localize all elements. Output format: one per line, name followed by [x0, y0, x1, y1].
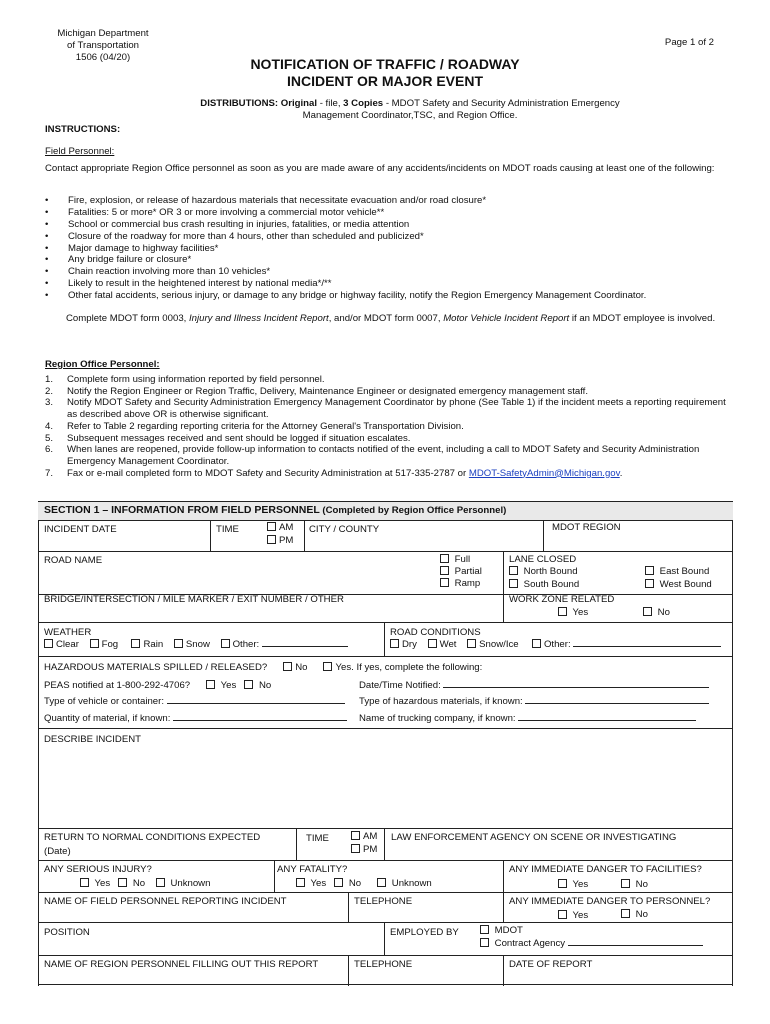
step-item	[45, 468, 735, 480]
north-bound-checkbox[interactable]	[509, 566, 518, 575]
region-telephone-label: TELEPHONE	[354, 959, 413, 970]
return-pm-label: PM	[363, 844, 378, 855]
south-bound-label: South Bound	[523, 579, 580, 590]
step-item	[45, 374, 735, 386]
east-bound-checkbox[interactable]	[645, 566, 654, 575]
road-other-checkbox[interactable]	[532, 639, 541, 648]
fatality-yes-label: Yes	[310, 878, 327, 889]
east-bound-label: East Bound	[659, 566, 710, 577]
partial-option[interactable]	[440, 566, 482, 578]
step-number: 7.	[45, 467, 54, 479]
distributions-label: DISTRIBUTIONS:	[200, 98, 279, 109]
snow-checkbox[interactable]	[174, 639, 183, 648]
personnel-yes-checkbox[interactable]	[558, 910, 567, 919]
employed-contract-option[interactable]	[480, 938, 703, 950]
danger-facilities-yes[interactable]	[558, 879, 588, 891]
criteria-item: • Closure of the roadway for more than 4 hours, other than scheduled and publicized*	[45, 231, 745, 243]
weather-label: WEATHER	[44, 627, 92, 638]
am-checkbox[interactable]	[267, 522, 276, 531]
yes-label: Yes	[572, 607, 589, 618]
date-time-notified-field[interactable]	[443, 680, 709, 688]
serious-injury-options	[80, 878, 210, 890]
step-number: 6.	[45, 444, 54, 456]
dry-label: Dry	[402, 639, 417, 650]
city-county-label: CITY / COUNTY	[309, 524, 380, 535]
date-time-notified	[359, 680, 709, 692]
full-checkbox[interactable]	[440, 554, 449, 563]
bridge-location-label: BRIDGE/INTERSECTION / MILE MARKER / EXIT NUMBER / OTHER	[44, 594, 344, 605]
safety-admin-email-link[interactable]: MDOT-SafetyAdmin@Michigan.gov	[468, 467, 620, 479]
complete-forms-note	[66, 313, 726, 325]
snow-ice-checkbox[interactable]	[467, 639, 476, 648]
incident-date-label: INCIDENT DATE	[44, 524, 117, 535]
instructions-label: INSTRUCTIONS:	[45, 124, 121, 135]
quantity-field[interactable]	[173, 713, 347, 721]
mdot-region-label: MDOT REGION	[552, 522, 621, 533]
wet-checkbox[interactable]	[428, 639, 437, 648]
partial-label: Partial	[454, 566, 482, 577]
date-of-report-label: DATE OF REPORT	[509, 959, 593, 970]
weather-options	[44, 639, 348, 651]
step-text: Refer to Table 2 regarding reporting criteria for the Attorney General's Transportation Division.	[67, 420, 464, 432]
injury-yes-checkbox[interactable]	[80, 878, 89, 887]
step-item	[45, 386, 735, 398]
ramp-option[interactable]	[440, 578, 480, 590]
step-number: 1.	[45, 374, 54, 385]
describe-incident-label: DESCRIBE INCIDENT	[44, 734, 142, 745]
weather-other-field[interactable]	[262, 639, 348, 647]
hazmat-label: HAZARDOUS MATERIALS SPILLED / RELEASED?	[44, 662, 268, 673]
west-bound-checkbox[interactable]	[645, 579, 654, 588]
region-steps-list	[45, 374, 735, 479]
distributions-original: Original	[280, 98, 318, 109]
east-bound-option[interactable]	[645, 566, 709, 578]
peas-yes-checkbox[interactable]	[206, 680, 215, 689]
trucking-label: Name of trucking company, if known:	[359, 713, 519, 724]
personnel-yes-label: Yes	[572, 910, 589, 921]
region-personnel-name-label: NAME OF REGION PERSONNEL FILLING OUT THIS REPORT	[44, 959, 319, 970]
facilities-yes-label: Yes	[572, 879, 589, 890]
north-bound-label: North Bound	[523, 566, 578, 577]
return-time-label: TIME	[306, 833, 329, 844]
west-bound-option[interactable]	[645, 579, 712, 591]
distributions	[150, 98, 670, 122]
west-bound-label: West Bound	[659, 579, 712, 590]
north-bound-option[interactable]	[509, 566, 578, 578]
danger-facilities-label: ANY IMMEDIATE DANGER TO FACILITIES?	[509, 864, 702, 875]
criteria-item: • Any bridge failure or closure*	[45, 254, 745, 266]
road-other-label: Other:	[543, 639, 574, 650]
field-telephone-label: TELEPHONE	[354, 896, 413, 907]
peas-yes-label: Yes	[220, 680, 237, 691]
section1-note: (Completed by Region Office Personnel)	[319, 505, 507, 516]
return-normal-label: RETURN TO NORMAL CONDITIONS EXPECTED	[44, 832, 261, 843]
road-conditions-options	[390, 639, 721, 651]
fatality-options	[296, 878, 432, 890]
injury-unknown-label: Unknown	[170, 878, 211, 889]
employed-mdot-label: MDOT	[494, 925, 523, 936]
return-am-label: AM	[363, 831, 378, 842]
injury-yes-label: Yes	[94, 878, 111, 889]
step-text: When lanes are reopened, provide follow-up information to contacts notified of the event, including a call to MDOT Safety and Security Administration Emergency Management Coordinator.	[67, 444, 700, 467]
injury-no-label: No	[132, 878, 146, 889]
department-name-line1: Michigan Department	[57, 28, 149, 39]
personnel-no-label: No	[635, 909, 648, 920]
fatality-no-label: No	[348, 878, 362, 889]
hazmat-yes-label: Yes. If yes, complete the following:	[335, 662, 483, 673]
step-text-end: .	[619, 467, 623, 479]
employed-contract-checkbox[interactable]	[480, 938, 489, 947]
am-option[interactable]	[267, 522, 293, 534]
contract-agency-label: Contract Agency	[494, 938, 568, 949]
hazmat-question	[44, 662, 482, 674]
department-name-line2: of Transportation	[67, 40, 139, 51]
no-label: No	[657, 607, 670, 618]
work-zone-no-checkbox[interactable]	[643, 607, 652, 616]
south-bound-option[interactable]	[509, 579, 579, 591]
section1-form	[38, 501, 733, 985]
form-0003-title: Injury and Illness Incident Report	[189, 313, 329, 324]
weather-other-label: Other:	[232, 639, 262, 650]
form-number: 1506 (04/20)	[75, 52, 131, 63]
criteria-item: • Chain reaction involving more than 10 vehicles*	[45, 266, 745, 278]
form-title-line1: NOTIFICATION OF TRAFFIC / ROADWAY	[250, 56, 520, 72]
weather-other-checkbox[interactable]	[221, 639, 230, 648]
step-number: 4.	[45, 420, 54, 432]
vehicle-type-label: Type of vehicle or container:	[44, 696, 167, 707]
hazmat-type	[359, 696, 709, 708]
field-personnel-name-label: NAME OF FIELD PERSONNEL REPORTING INCIDENT	[44, 896, 287, 907]
return-am-checkbox[interactable]	[351, 831, 360, 840]
form-title-line2: INCIDENT OR MAJOR EVENT	[286, 72, 483, 89]
return-date-label: (Date)	[44, 846, 71, 857]
note-text: if an MDOT employee is involved.	[569, 313, 716, 324]
work-zone-yes-checkbox[interactable]	[558, 607, 567, 616]
section1-heading	[38, 502, 733, 520]
fatality-unknown-checkbox[interactable]	[377, 878, 386, 887]
full-label: Full	[454, 554, 471, 565]
page-number: Page 1 of 2	[664, 37, 714, 48]
step-text: Notify the Region Engineer or Region Traffic, Delivery, Maintenance Engineer or designated emergency management staff.	[67, 385, 589, 397]
work-zone-no-option[interactable]	[643, 607, 670, 619]
fatality-unknown-label: Unknown	[391, 878, 432, 889]
distributions-copies-rest: - MDOT Safety and Security Administration Emergency	[383, 98, 620, 109]
injury-no-checkbox[interactable]	[118, 878, 127, 887]
step-number: 5.	[45, 432, 54, 444]
distributions-original-rest: - file,	[317, 98, 344, 109]
hazmat-no-label: No	[295, 662, 308, 673]
peas-no-label: No	[258, 680, 272, 691]
peas-no-checkbox[interactable]	[244, 680, 253, 689]
ramp-checkbox[interactable]	[440, 578, 449, 587]
personnel-no-checkbox[interactable]	[621, 909, 630, 918]
distributions-line2: Management Coordinator,TSC, and Region Office.	[302, 110, 518, 121]
hazmat-type-field[interactable]	[525, 696, 709, 704]
facilities-yes-checkbox[interactable]	[558, 879, 567, 888]
return-pm-checkbox[interactable]	[351, 844, 360, 853]
hazmat-no-checkbox[interactable]	[283, 662, 292, 671]
step-item	[45, 433, 735, 445]
quantity	[44, 713, 347, 725]
position-label: POSITION	[44, 927, 90, 938]
rain-checkbox[interactable]	[131, 639, 140, 648]
note-text: , and/or MDOT form 0007,	[328, 313, 444, 324]
form-0007-title: Motor Vehicle Incident Report	[443, 313, 570, 324]
peas-question	[44, 680, 271, 692]
work-zone-yes-option[interactable]	[558, 607, 588, 619]
pm-checkbox[interactable]	[267, 535, 276, 544]
distributions-copies: 3 Copies	[343, 98, 384, 109]
criteria-item: • Fire, explosion, or release of hazardous materials that necessitate evacuation and/or road closure*	[45, 195, 745, 207]
step-text: Subsequent messages received and sent should be logged if situation escalates.	[67, 432, 411, 444]
step-text: Notify MDOT Safety and Security Administration Emergency Management Coordinator by phone (See Table 1) if the incident meets a reporting requirement as described above OR is otherwise significant.	[67, 397, 726, 421]
hazmat-yes-checkbox[interactable]	[323, 662, 332, 671]
road-other-field[interactable]	[573, 639, 721, 647]
partial-checkbox[interactable]	[440, 566, 449, 575]
return-pm-option[interactable]	[351, 844, 377, 856]
danger-personnel-yes[interactable]	[558, 910, 588, 922]
facilities-no-label: No	[635, 879, 648, 890]
clear-checkbox[interactable]	[44, 639, 53, 648]
vehicle-type-field[interactable]	[167, 696, 345, 704]
danger-personnel-label: ANY IMMEDIATE DANGER TO PERSONNEL?	[509, 896, 711, 907]
field-personnel-intro: Contact appropriate Region Office personnel as soon as you are made aware of any accidents/incidents on MDOT roads causing at least one of the following:	[45, 163, 715, 174]
contract-agency-field[interactable]	[568, 938, 703, 946]
criteria-item: • Major damage to highway facilities*	[45, 243, 745, 255]
south-bound-checkbox[interactable]	[509, 579, 518, 588]
step-item	[45, 444, 735, 467]
fog-checkbox[interactable]	[90, 639, 99, 648]
law-enforcement-label: LAW ENFORCEMENT AGENCY ON SCENE OR INVESTIGATING	[391, 832, 677, 843]
trucking-field[interactable]	[518, 713, 696, 721]
criteria-list	[45, 195, 745, 302]
dry-checkbox[interactable]	[390, 639, 399, 648]
facilities-no-checkbox[interactable]	[621, 879, 630, 888]
employed-mdot-checkbox[interactable]	[480, 925, 489, 934]
full-option[interactable]	[440, 554, 470, 566]
lane-closed-label: LANE CLOSED	[509, 554, 577, 565]
hazmat-type-label: Type of hazardous materials, if known:	[359, 696, 526, 707]
quantity-label: Quantity of material, if known:	[44, 713, 174, 724]
region-office-heading: Region Office Personnel:	[45, 359, 160, 370]
step-number: 3.	[45, 397, 54, 409]
danger-personnel-no[interactable]	[621, 909, 648, 921]
field-personnel-heading: Field Personnel:	[45, 146, 115, 157]
injury-unknown-checkbox[interactable]	[156, 878, 165, 887]
employed-mdot-option[interactable]	[480, 925, 523, 937]
pm-option[interactable]	[267, 535, 293, 547]
am-label: AM	[279, 522, 294, 533]
criteria-item: • School or commercial bus crash resulting in injuries, fatalities, or media attention	[45, 219, 745, 231]
work-zone-label: WORK ZONE RELATED	[509, 594, 615, 605]
pm-label: PM	[279, 535, 294, 546]
section1-title: SECTION 1 – INFORMATION FROM FIELD PERSONNEL	[44, 504, 320, 516]
danger-facilities-no[interactable]	[621, 879, 648, 891]
step-item	[45, 421, 735, 433]
snow-label: Snow	[185, 639, 210, 650]
criteria-item: • Other fatal accidents, serious injury, or damage to any bridge or highway facility, notify the Region Emergency Management Coordinator.	[45, 290, 745, 302]
ramp-label: Ramp	[454, 578, 481, 589]
form-title	[0, 56, 770, 89]
fatality-yes-checkbox[interactable]	[296, 878, 305, 887]
step-item	[45, 397, 735, 420]
criteria-item: • Fatalities: 5 or more* OR 3 or more involving a commercial motor vehicle**	[45, 207, 745, 219]
step-number: 2.	[45, 385, 54, 397]
wet-label: Wet	[439, 639, 457, 650]
time-label: TIME	[216, 524, 239, 535]
vehicle-type	[44, 696, 345, 708]
trucking-company	[359, 713, 696, 725]
fatality-no-checkbox[interactable]	[334, 878, 343, 887]
note-text: Complete MDOT form 0003,	[66, 313, 189, 324]
date-time-notified-label: Date/Time Notified:	[359, 680, 444, 691]
road-name-label: ROAD NAME	[44, 555, 103, 566]
return-am-option[interactable]	[351, 831, 377, 843]
step-text: Complete form using information reported by field personnel.	[67, 374, 325, 385]
fatality-label: ANY FATALITY?	[277, 864, 348, 875]
peas-label: PEAS notified at 1-800-292-4706?	[44, 680, 191, 691]
serious-injury-label: ANY SERIOUS INJURY?	[44, 864, 152, 875]
step-text: Fax or e-mail completed form to MDOT Safety and Security Administration at 517-335-2787 or	[67, 467, 469, 479]
snow-ice-label: Snow/Ice	[479, 639, 519, 650]
clear-label: Clear	[56, 639, 79, 650]
road-conditions-label: ROAD CONDITIONS	[390, 627, 481, 638]
employed-by-label: EMPLOYED BY	[390, 927, 459, 938]
rain-label: Rain	[143, 639, 164, 650]
criteria-item: • Likely to result in the heightened interest by national media*/**	[45, 278, 745, 290]
fog-label: Fog	[101, 639, 119, 650]
describe-incident-field[interactable]	[40, 748, 730, 826]
